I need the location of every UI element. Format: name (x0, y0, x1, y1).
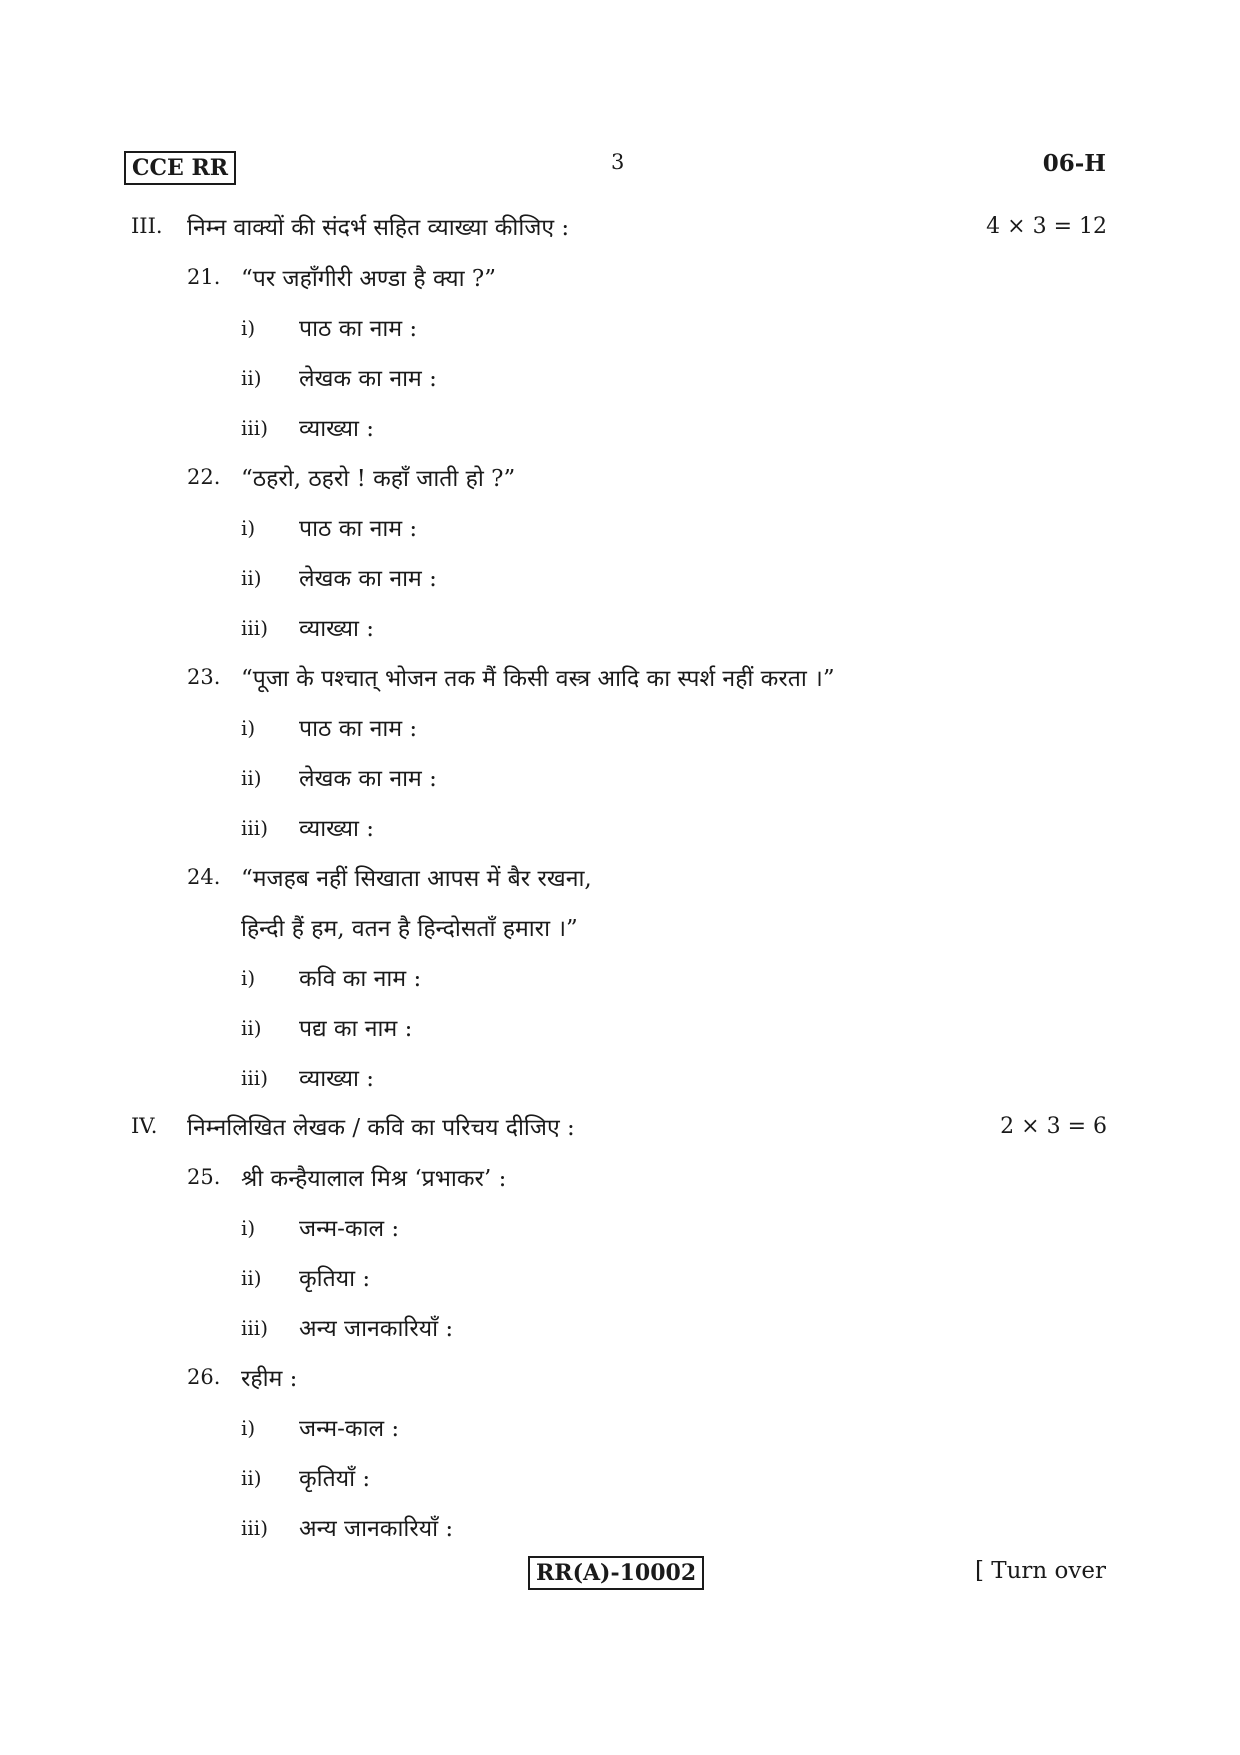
sub-label: i) (241, 516, 256, 540)
sub-text: लेखक का नाम : (299, 766, 437, 792)
page-number: 3 (611, 150, 625, 174)
sub-label: ii) (241, 366, 262, 390)
question-text: “पूजा के पश्चात् भोजन तक मैं किसी वस्त्र आदि का स्पर्श नहीं करता ।” (241, 666, 835, 692)
sub-text: लेखक का नाम : (299, 366, 437, 392)
sub-text: व्याख्या : (299, 616, 374, 642)
footer-code: RR(A)-10002 (528, 1556, 704, 1590)
sub-label: i) (241, 1416, 256, 1440)
turn-over-label: [ Turn over (974, 1558, 1106, 1584)
sub-text: जन्म-काल : (299, 1416, 400, 1442)
sub-text: व्याख्या : (299, 1066, 374, 1092)
sub-text: पाठ का नाम : (299, 316, 418, 342)
sub-text: व्याख्या : (299, 816, 374, 842)
sub-text: कृतियाँ : (299, 1466, 371, 1492)
question-number: 23. (187, 665, 221, 689)
section-title: निम्न वाक्यों की संदर्भ सहित व्याख्या कीजिए : (187, 215, 570, 241)
sub-label: i) (241, 316, 256, 340)
sub-text: पद्य का नाम : (299, 1016, 413, 1042)
question-text-line-2: हिन्दी हैं हम, वतन है हिन्दोसताँ हमारा ।” (241, 916, 578, 942)
sub-label: i) (241, 716, 256, 740)
sub-label: ii) (241, 1266, 262, 1290)
question-number: 26. (187, 1365, 221, 1389)
section-number: IV. (131, 1114, 158, 1138)
sub-text: कवि का नाम : (299, 966, 422, 992)
question-number: 22. (187, 465, 221, 489)
question-number: 24. (187, 865, 221, 889)
sub-text: लेखक का नाम : (299, 566, 437, 592)
sub-text: जन्म-काल : (299, 1216, 400, 1242)
sub-label: i) (241, 1216, 256, 1240)
sub-label: iii) (241, 1316, 268, 1340)
sub-label: ii) (241, 766, 262, 790)
header-left-code: CCE RR (124, 151, 236, 185)
sub-text: पाठ का नाम : (299, 716, 418, 742)
section-title: निम्नलिखित लेखक / कवि का परिचय दीजिए : (187, 1115, 575, 1141)
sub-label: iii) (241, 1516, 268, 1540)
question-number: 25. (187, 1165, 221, 1189)
question-text: श्री कन्हैयालाल मिश्र ‘प्रभाकर’ : (241, 1166, 507, 1192)
sub-label: i) (241, 966, 256, 990)
sub-text: अन्य जानकारियाँ : (299, 1516, 454, 1542)
sub-label: iii) (241, 1066, 268, 1090)
sub-label: ii) (241, 1016, 262, 1040)
paper-code: 06-H (1042, 150, 1106, 177)
sub-text: पाठ का नाम : (299, 516, 418, 542)
sub-text: कृतिया : (299, 1266, 371, 1292)
sub-text: अन्य जानकारियाँ : (299, 1316, 454, 1342)
section-number: III. (131, 214, 163, 238)
sub-label: ii) (241, 566, 262, 590)
question-text: “ठहरो, ठहरो ! कहाँ जाती हो ?” (241, 466, 516, 492)
sub-text: व्याख्या : (299, 416, 374, 442)
sub-label: iii) (241, 816, 268, 840)
question-number: 21. (187, 265, 221, 289)
sub-label: iii) (241, 616, 268, 640)
sub-label: ii) (241, 1466, 262, 1490)
section-marks: 4 × 3 = 12 (986, 214, 1107, 239)
question-text: रहीम : (241, 1366, 298, 1392)
question-text: “पर जहाँगीरी अण्डा है क्या ?” (241, 266, 496, 292)
question-text-line-1: “मजहब नहीं सिखाता आपस में बैर रखना, (241, 866, 592, 892)
section-marks: 2 × 3 = 6 (1000, 1114, 1107, 1139)
sub-label: iii) (241, 416, 268, 440)
